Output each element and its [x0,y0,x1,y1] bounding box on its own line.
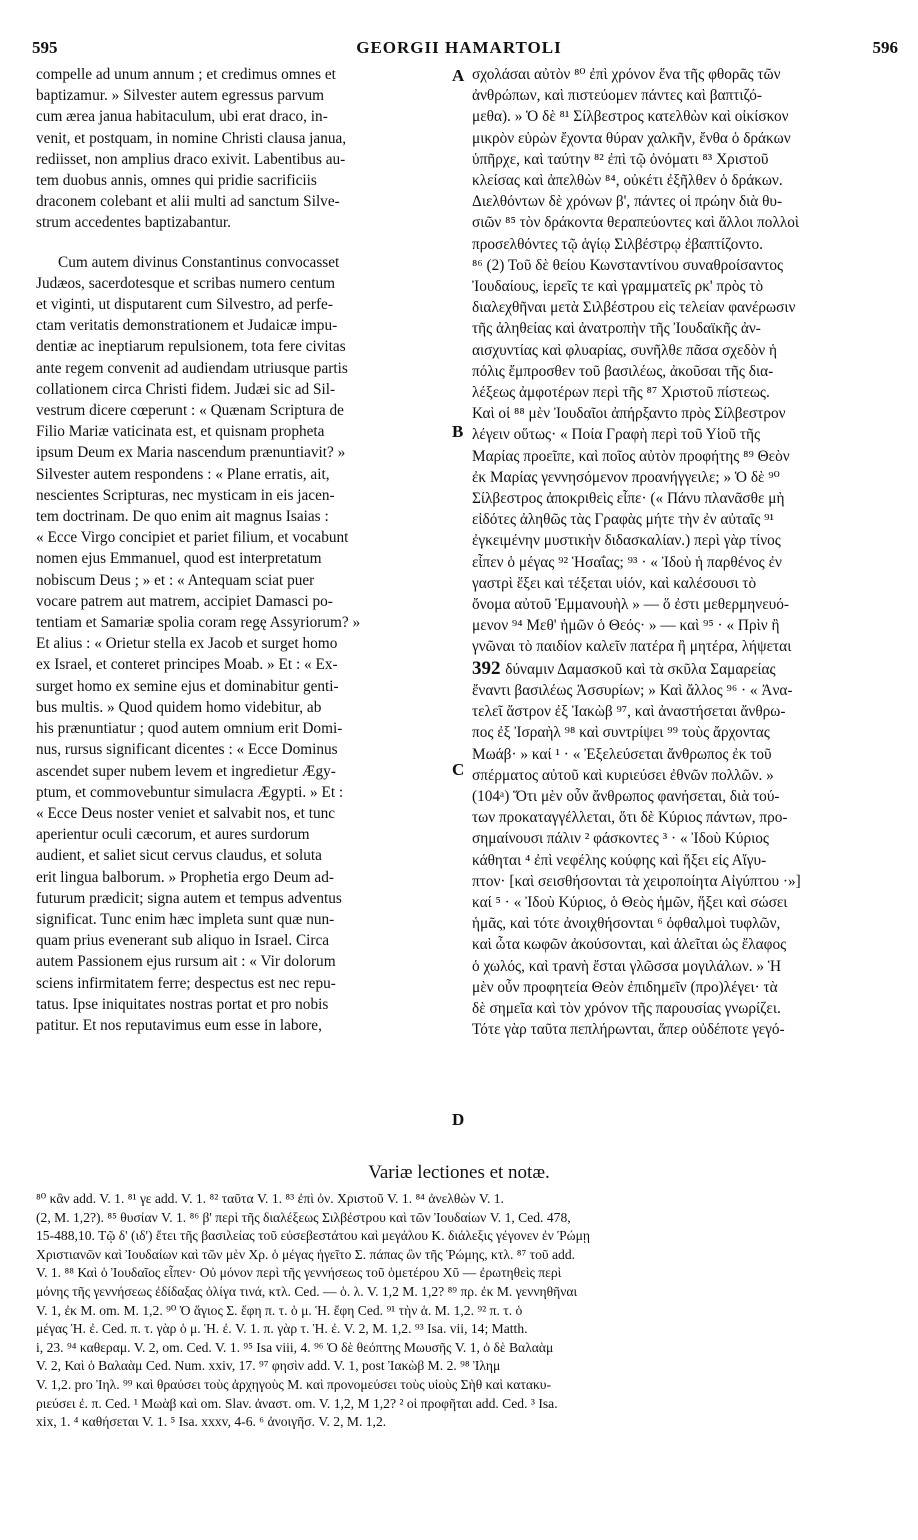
text-line: vocare patrem aut matrem, accipiet Damasci po- [36,592,333,610]
text-line: quam prius evenerant sub aliquo in Israel. Circa [36,932,330,950]
text-line: ⁸⁶ (2) Τοῦ δὲ θείου Κωνσταντίνου συναθροίσαντος [472,256,784,274]
text-line: ascendet super nubem levem et ingredietur Ægy- [36,762,336,780]
text-line: ante regem convenit ad audiendam utriusque partis [36,359,348,377]
text-line: σιῶν ⁸⁵ τὸν δράκοντα θεραπεύοντες καὶ ἄλλοι πολλοὶ [472,214,800,232]
text-line: κλείσας καὶ ἀπελθὼν ⁸⁴, οὐκέτι ἐξῆλθεν ὁ δράκων. [472,172,783,190]
latin-column [36,64,446,1036]
text-line: ctam veritatis demonstrationem et Judaicæ impu- [36,317,338,335]
text-line: surget homo ex semine ejus et dominabitur genti- [36,677,339,695]
text-line: Καὶ οἱ ⁸⁸ μὲν Ἰουδαῖοι ἀπήρξαντο πρὸς Σίλβεστρον [472,405,786,423]
text-line: μόνης τῆς γεννήσεως ἐδίδαξας ὀλίγα τινά, κτλ. Ced. — ὁ. λ. V. 1,2 M. 1,2? ⁸⁹ πρ. ἐκ Μ. γεννηθῆναι [36,1283,578,1299]
text-line: καί ⁵ · « Ἰδοὺ Κύριος, ὁ Θεὸς ἡμῶν, ἥξει καὶ σώσει [472,893,788,911]
text-line: Μαρίας προεῖπε, καὶ ποῖος αὐτὸν προφήτης ⁸⁹ Θεὸν [472,447,790,465]
text-line: compelle ad unum annum ; et credimus omnes et [36,66,336,83]
text-line: Cum autem divinus Constantinus convocasset [58,253,340,271]
text-line: ἀνθρώπων, καὶ πιστεύομεν πάντες καὶ βαπτιζό- [472,87,763,105]
text-line: collationem circa Christi fidem. Judæi sic ad Sil- [36,380,336,398]
text-line: futurum prædicit; signa autem et tempus adventus [36,889,342,907]
text-line: sciens infirmitatem ferre; despectus est nec repu- [36,974,336,992]
text-line: dentiæ ac ineptiarum repulsionem, tota fere civitas [36,338,346,356]
text-line: λέγειν οὕτως· « Ποία Γραφὴ περὶ τοῦ Υἱοῦ τῆς [472,426,761,444]
text-line: V. 1. ⁸⁸ Καὶ ὁ Ἰουδαῖος εἶπεν· Οὐ μόνον περὶ τῆς γεννήσεως τοῦ ὁμετέρου Χῦ — ἐρωτηθεὶς περὶ [36,1265,562,1281]
text-line: nomen ejus Emmanuel, quod est interpretatum [36,550,322,568]
text-line: ipsum Deum ex Maria nascendum prænuntiavit? » [36,444,346,462]
text-line: ὁ χωλός, καὶ τρανὴ ἔσται γλῶσσα μογιλάλων. » Ἡ [472,957,781,975]
text-line: xix, 1. ⁴ καθήσεται V. 1. ⁵ Isa. xxxv, 4-6. ⁶ ἀνοιγῆσ. V. 2, M. 1,2. [36,1414,387,1430]
text-line: ἐκ Μαρίας γεννησόμενον προανήγγειλε; » Ὁ δὲ ⁹⁰ [472,468,780,486]
text-line: εἰδότες ἀληθῶς τὰς Γραφὰς μήτε τὴν ἐν αὐταῖς ⁹¹ [472,511,774,529]
text-line: V. 2, Καὶ ὁ Βαλαὰμ Ced. Num. xxiv, 17. ⁹⁷ φησὶν add. V. 1, post Ἰακὼβ M. 2. ⁹⁸ Ἰλημ [36,1358,501,1374]
text-line: μενον ⁹⁴ Μεθ' ἡμῶν ὁ Θεός· » — καὶ ⁹⁵ · « Πρὶν ἢ [472,617,780,635]
text-line: draconem colebant et alii multi ad sanctum Silve- [36,193,340,211]
text-line: i, 23. ⁹⁴ καθεραμ. V. 2, om. Ced. V. 1. ⁹⁵ Isa viii, 4. ⁹⁶ Ὁ δὲ θεόπτης Μωυσῆς V. 1, ὁ δὲ Βαλαὰμ [36,1339,554,1355]
text-line: μεθα). » Ὁ δὲ ⁸¹ Σίλβεστρος κατελθὼν καὶ οἰκίσκον [472,108,789,126]
text-line: ptum, et commovebuntur simulacra Ægypti. » Et : [36,783,344,801]
page-number-right: 596 [872,38,898,57]
text-line: γνῶναι τὸ παιδίον καλεῖν πατέρα ἢ μητέρα, λήψεται [472,638,792,656]
text-line: Silvester autem respondens : « Plane erratis, ait, [36,465,330,483]
page-number-left: 595 [32,38,58,57]
text-line: vestrum dicere cœperunt : « Quænam Scriptura de [36,402,344,420]
text-line: Judæos, sacerdotesque et scribas numero centum [36,274,336,292]
text-line: tem duobus annis, omnes qui pridie sacrificiis [36,172,317,190]
text-line: venit, et postquam, in nomine Christi clausa janua, [36,129,347,147]
latin-paragraph-2 [36,252,446,1037]
text-line: nobiscum Deus ; » et : « Antequam sciat puer [36,571,315,589]
text-line: (104ᵃ) Ὅτι μὲν οὖν ἄνθρωπος φανήσεται, διὰ τού- [472,787,780,805]
text-line: tem doctrinam. De quo enim ait magnus Isaias : [36,508,329,526]
text-line: πόλις ἔμπροσθεν τοῦ βασιλέως, ἀκοῦσαι τῆς δια- [472,362,774,380]
text-line: V. 1,2. pro Ἰηλ. ⁹⁹ καὶ θραύσει τοὺς ἀρχηγοὺς M. καὶ προνομεύσει τοὺς υἱοὺς Σὴθ καὶ κατακυ- [36,1376,552,1392]
text-line: τῆς ἀληθείας καὶ ἀνατροπὴν τῆς Ἰουδαϊκῆς ἀν- [472,320,761,338]
text-line: Διελθόντων δὲ χρόνων β', πάντες οἱ πρώην διὰ θυ- [472,193,783,211]
notes-text [36,1190,904,1432]
text-line: his prænuntiatur ; quod autem omnium erit Domi- [36,720,343,738]
text-line: nus, rursus significant dicentes : « Ecce Dominus [36,741,338,759]
text-line: καὶ ὦτα κωφῶν ἀκούσονται, καὶ ἁλεῖται ὡς ἔλαφος [472,936,787,954]
text-line: ὑπῆρχε, καὶ ταύτην ⁸² ἐπὶ τῷ ὀνόματι ⁸³ Χριστοῦ [472,150,769,168]
text-line: « Ecce Deus noster veniet et salvabit nos, et tunc [36,804,336,822]
text-line: γαστρὶ ἕξει καὶ τέξεται υἱόν, καὶ καλέσουσι τὸ [472,574,757,592]
text-line: ριεύσει ἐ. π. Ced. ¹ Μωὰβ καὶ om. Slav. ἀναστ. om. V. 1,2, M 1,2? ² οἱ προφῆται add. Ced. ³ Isa. [36,1395,558,1411]
text-line: V. 1, ἐκ M. om. M. 1,2. ⁹⁰ Ὁ ἅγιος Σ. ἔφη π. τ. ὁ μ. Ἡ. ἔφη Ced. ⁹¹ τὴν ἁ. M. 1,2. ⁹² π. τ. ὁ [36,1302,523,1318]
text-line: κάθηται ⁴ ἐπὶ νεφέλης κούφης καὶ ἥξει εἰς Αἴγυ- [472,851,767,869]
text-line: (2, M. 1,2?). ⁸⁵ θυσίαν V. 1. ⁸⁶ β' περὶ τῆς διαλέξεως Σιλβέστρου καὶ τῶν Ἰουδαίων V. 1, Ced. 478, [36,1209,571,1225]
text-line: μὲν οὖν προφητεία Θεὸν ἐπιδημεῖν (προ)λέγει· τὰ [472,978,778,996]
text-line: πτον· [καὶ σεισθήσονται τὰ χειροποίητα Αἰγύπτου ·»] [472,872,801,890]
text-line: διαλεχθῆναι μετὰ Σιλβέστρου εἰς τελείαν φανέρωσιν [472,299,796,317]
text-line: patitur. Et nos reputavimus eum esse in labore, [36,1016,322,1034]
text-line: tatus. Ipse iniquitates nostras portat et pro nobis [36,995,329,1013]
text-line: Ἰουδαίους, ἱερεῖς τε καὶ γραμματεῖς ρκ' πρὸς τὸ [472,278,764,296]
text-line: nescientes Scripturas, nec mysticam in eis jacen- [36,486,335,504]
text-line: Χριστιανῶν καὶ Ἰουδαίων καὶ τῶν μὲν Χρ. ὁ μέγας ἡγεῖτο Σ. πάπας ὢν τῆς Ῥώμης, κτλ. ⁸⁷ τοῦ add. [36,1246,576,1262]
greek-text [472,64,910,1040]
text-line: λέξεως ἀμφοτέρων περὶ τῆς ⁸⁷ Χριστοῦ πίστεως. [472,384,770,402]
text-line: τελεῖ ἄστρον ἐξ Ἰακὼβ ⁹⁷, καὶ ἀναστήσεται ἄνθρω- [472,703,786,721]
latin-paragraph-1 [36,64,446,234]
column-marker-d: D [452,1110,465,1129]
running-title: GEORGII HAMARTOLI [356,38,562,57]
text-line: μικρὸν εὑρὼν ἔχοντα θύραν χαλκῆν, ἔνθα ὁ δράκων [472,129,791,147]
column-marker-b: B [452,422,464,441]
text-line: Μωάβ· » καί ¹ · « Ἐξελεύσεται ἄνθρωπος ἐκ τοῦ [472,745,772,763]
text-line: σημαίνουσι πάλιν ² φάσκοντες ³ · « Ἰδοὺ Κύριος [472,830,769,848]
text-line: aperientur oculi cæcorum, et aures surdorum [36,826,310,844]
text-line: rediisset, non amplius draco exivit. Labentibus au- [36,150,346,168]
text-line: 15-488,10. Τῷ δ' (ιδ') ἔτει τῆς βασιλείας τοῦ εὐσεβεστάτου καὶ μεγάλου Κ. διάλεξις γέγονεν ἐν Ῥώμῃ [36,1228,590,1244]
text-line: ὄνομα αὐτοῦ Ἐμμανουὴλ » — ὅ ἐστι μεθερμηνευό- [472,596,789,614]
paragraph-gap [36,234,446,252]
text-line: ἐγκειμένην μυστικὴν διδασκαλίαν.) περὶ γὰρ τίνος [472,532,781,550]
text-line: σπέρματος αὐτοῦ καὶ κυριεύσει ἐθνῶν πολλῶν. » [472,766,774,784]
text-line: δὲ σημεῖα καὶ τὸν χρόνον τῆς παρουσίας γνωρίζει. [472,999,781,1017]
text-line: ἔναντι βασιλέως Ἀσσυρίων; » Καὶ ἄλλος ⁹⁶ · « Ἀνα- [472,681,793,699]
notes-title: Variæ lectiones et notæ. [368,1162,550,1183]
text-line: cum ærea janua habitaculum, ubi erat draco, in- [36,108,328,126]
text-line: et viginti, ut disputarent cum Silvestro, ad perfe- [36,296,333,314]
text-line: bus multis. » Quod quidem homo videbitur, ab [36,698,322,716]
text-line: « Ecce Virgo concipiet et pariet filium, et vocabunt [36,529,349,547]
text-line: significat. Tunc enim hæc impleta sunt quæ nun- [36,910,335,928]
text-line: προσελθόντες τῷ ἁγίῳ Σιλβέστρῳ ἐβαπτίζοντο. [472,235,763,253]
text-line: audient, et saliet sicut cervus claudus, et soluta [36,847,322,865]
text-line: εἶπεν ὁ μέγας ⁹² Ἡσαΐας; ⁹³ · « Ἰδοὺ ἡ παρθένος ἐν [472,553,782,571]
text-line: σχολάσαι αὐτὸν ⁸⁰ ἐπὶ χρόνον ἕνα τῆς φθορᾶς τῶν [472,66,781,83]
text-line: erit lingua balborum. » Prophetia ergo Deum ad- [36,868,334,886]
text-line: πος ἐξ Ἰσραὴλ ⁹⁸ καὶ συντρίψει ⁹⁹ τοὺς ἄρχοντας [472,724,770,742]
column-number: 392 [472,657,506,679]
text-line: baptizamur. » Silvester autem egressus parvum [36,87,325,105]
text-line: αισχυντίας καὶ φλυαρίας, συνῆλθε πᾶσα σχεδὸν ἡ [472,341,777,359]
text-line: tentiam et Samariæ spolia coram regę Assyriorum? » [36,614,361,632]
column-marker-c: C [452,760,465,779]
text-line: Filio Mariæ vaticinata est, et quisnam propheta [36,423,325,441]
greek-column [472,64,910,1040]
text-line: 392 δύναμιν Δαμασκοῦ καὶ τὰ σκῦλα Σαμαρείας [472,657,776,679]
column-marker-a: A [452,66,465,85]
text-line: autem Passionem ejus rursum ait : « Vir dolorum [36,953,336,971]
text-line: των προκαταγγέλλεται, ὅτι δὲ Κύριος πάντων, προ- [472,809,788,827]
text-line: μέγας Ἡ. ἐ. Ced. π. τ. γὰρ ὁ μ. Ἡ. ἐ. V. 1. π. γὰρ τ. Ἡ. ἐ. V. 2, M. 1,2. ⁹³ Isa. vii, 14; Matth. [36,1321,528,1337]
text-line: ex Israel, et conteret principes Moab. » Et : « Ex- [36,656,338,674]
variant-notes [36,1190,904,1432]
text-line: Σίλβεστρος ἀποκριθεὶς εἶπε· (« Πάνυ πλανᾶσθε μὴ [472,490,785,508]
text-line: ἡμᾶς, καὶ τότε ἀνοιχθήσονται ⁶ ὀφθαλμοὶ τυφλῶν, [472,915,781,933]
text-line: Τότε γὰρ ταῦτα πεπλήρωνται, ἅπερ οὐδέποτε γεγό- [472,1021,785,1039]
text-line: ⁸⁰ κἂν add. V. 1. ⁸¹ γε add. V. 1. ⁸² ταῦτα V. 1. ⁸³ ἐπὶ ὀν. Χριστοῦ V. 1. ⁸⁴ ἀνελθὼν V. 1. [36,1191,504,1206]
text-line: strum accedentes baptizabantur. [36,214,231,232]
text-line: Et alius : « Orietur stella ex Jacob et surget homo [36,635,338,653]
